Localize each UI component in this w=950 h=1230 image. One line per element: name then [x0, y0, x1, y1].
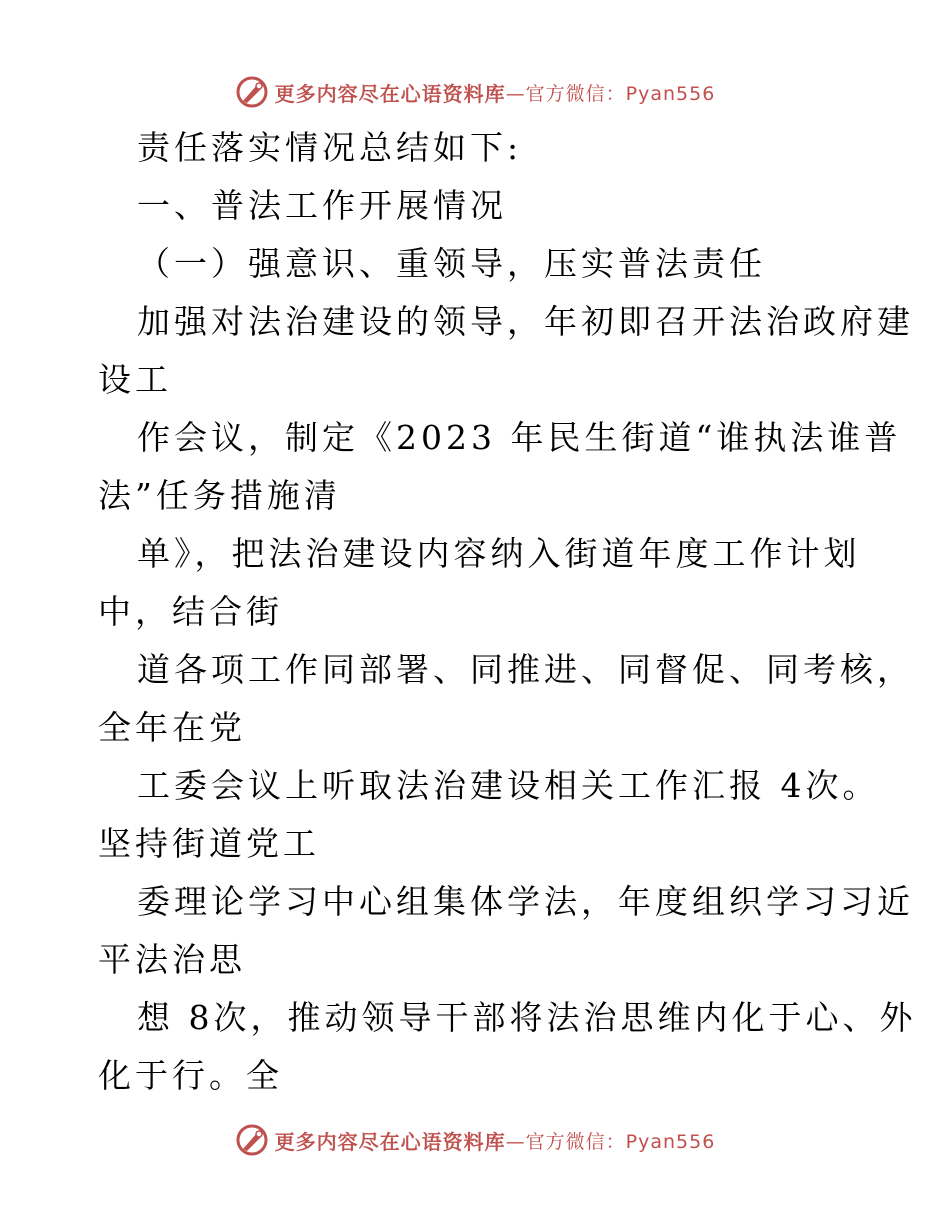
text-line: 工委会议上听取法治建设相关工作汇报 4次。 — [137, 766, 880, 805]
text-line: 化于行。全 — [98, 1056, 283, 1095]
pen-logo-icon — [235, 1123, 269, 1157]
watermark-main-text: 更多内容尽在心语资料库 — [274, 81, 506, 106]
watermark-sub-text: —官方微信：Pyan556 — [505, 1130, 716, 1153]
section-heading: 一、普法工作开展情况 — [137, 186, 507, 225]
text-line: 中，结合街 — [98, 592, 283, 631]
text-line: 坚持街道党工 — [98, 824, 320, 863]
text-line: 设工 — [98, 360, 172, 399]
watermark-main-text: 更多内容尽在心语资料库 — [274, 1129, 506, 1154]
subsection-heading: （一）强意识、重领导，压实普法责任 — [137, 244, 766, 283]
text-line: 平法治思 — [98, 940, 246, 979]
text-line: 单》，把法治建设内容纳入街道年度工作计划 — [137, 534, 861, 573]
text-line: 加强对法治建设的领导，年初即召开法治政府建 — [137, 302, 914, 341]
watermark-banner-bottom — [0, 1120, 950, 1160]
text-line: 作会议，制定《2023 年民生街道“谁执法谁普 — [137, 418, 902, 457]
text-line: 道各项工作同部署、同推进、同督促、同考核， — [137, 650, 914, 689]
watermark-sub-text: —官方微信：Pyan556 — [505, 82, 716, 105]
text-line: 想 8次，推动领导干部将法治思维内化于心、外 — [137, 998, 917, 1037]
text-line: 全年在党 — [98, 708, 246, 747]
text-line: 委理论学习中心组集体学法，年度组织学习习近 — [137, 882, 914, 921]
text-line: 法”任务措施清 — [98, 476, 341, 515]
text-line: 责任落实情况总结如下: — [137, 128, 523, 167]
